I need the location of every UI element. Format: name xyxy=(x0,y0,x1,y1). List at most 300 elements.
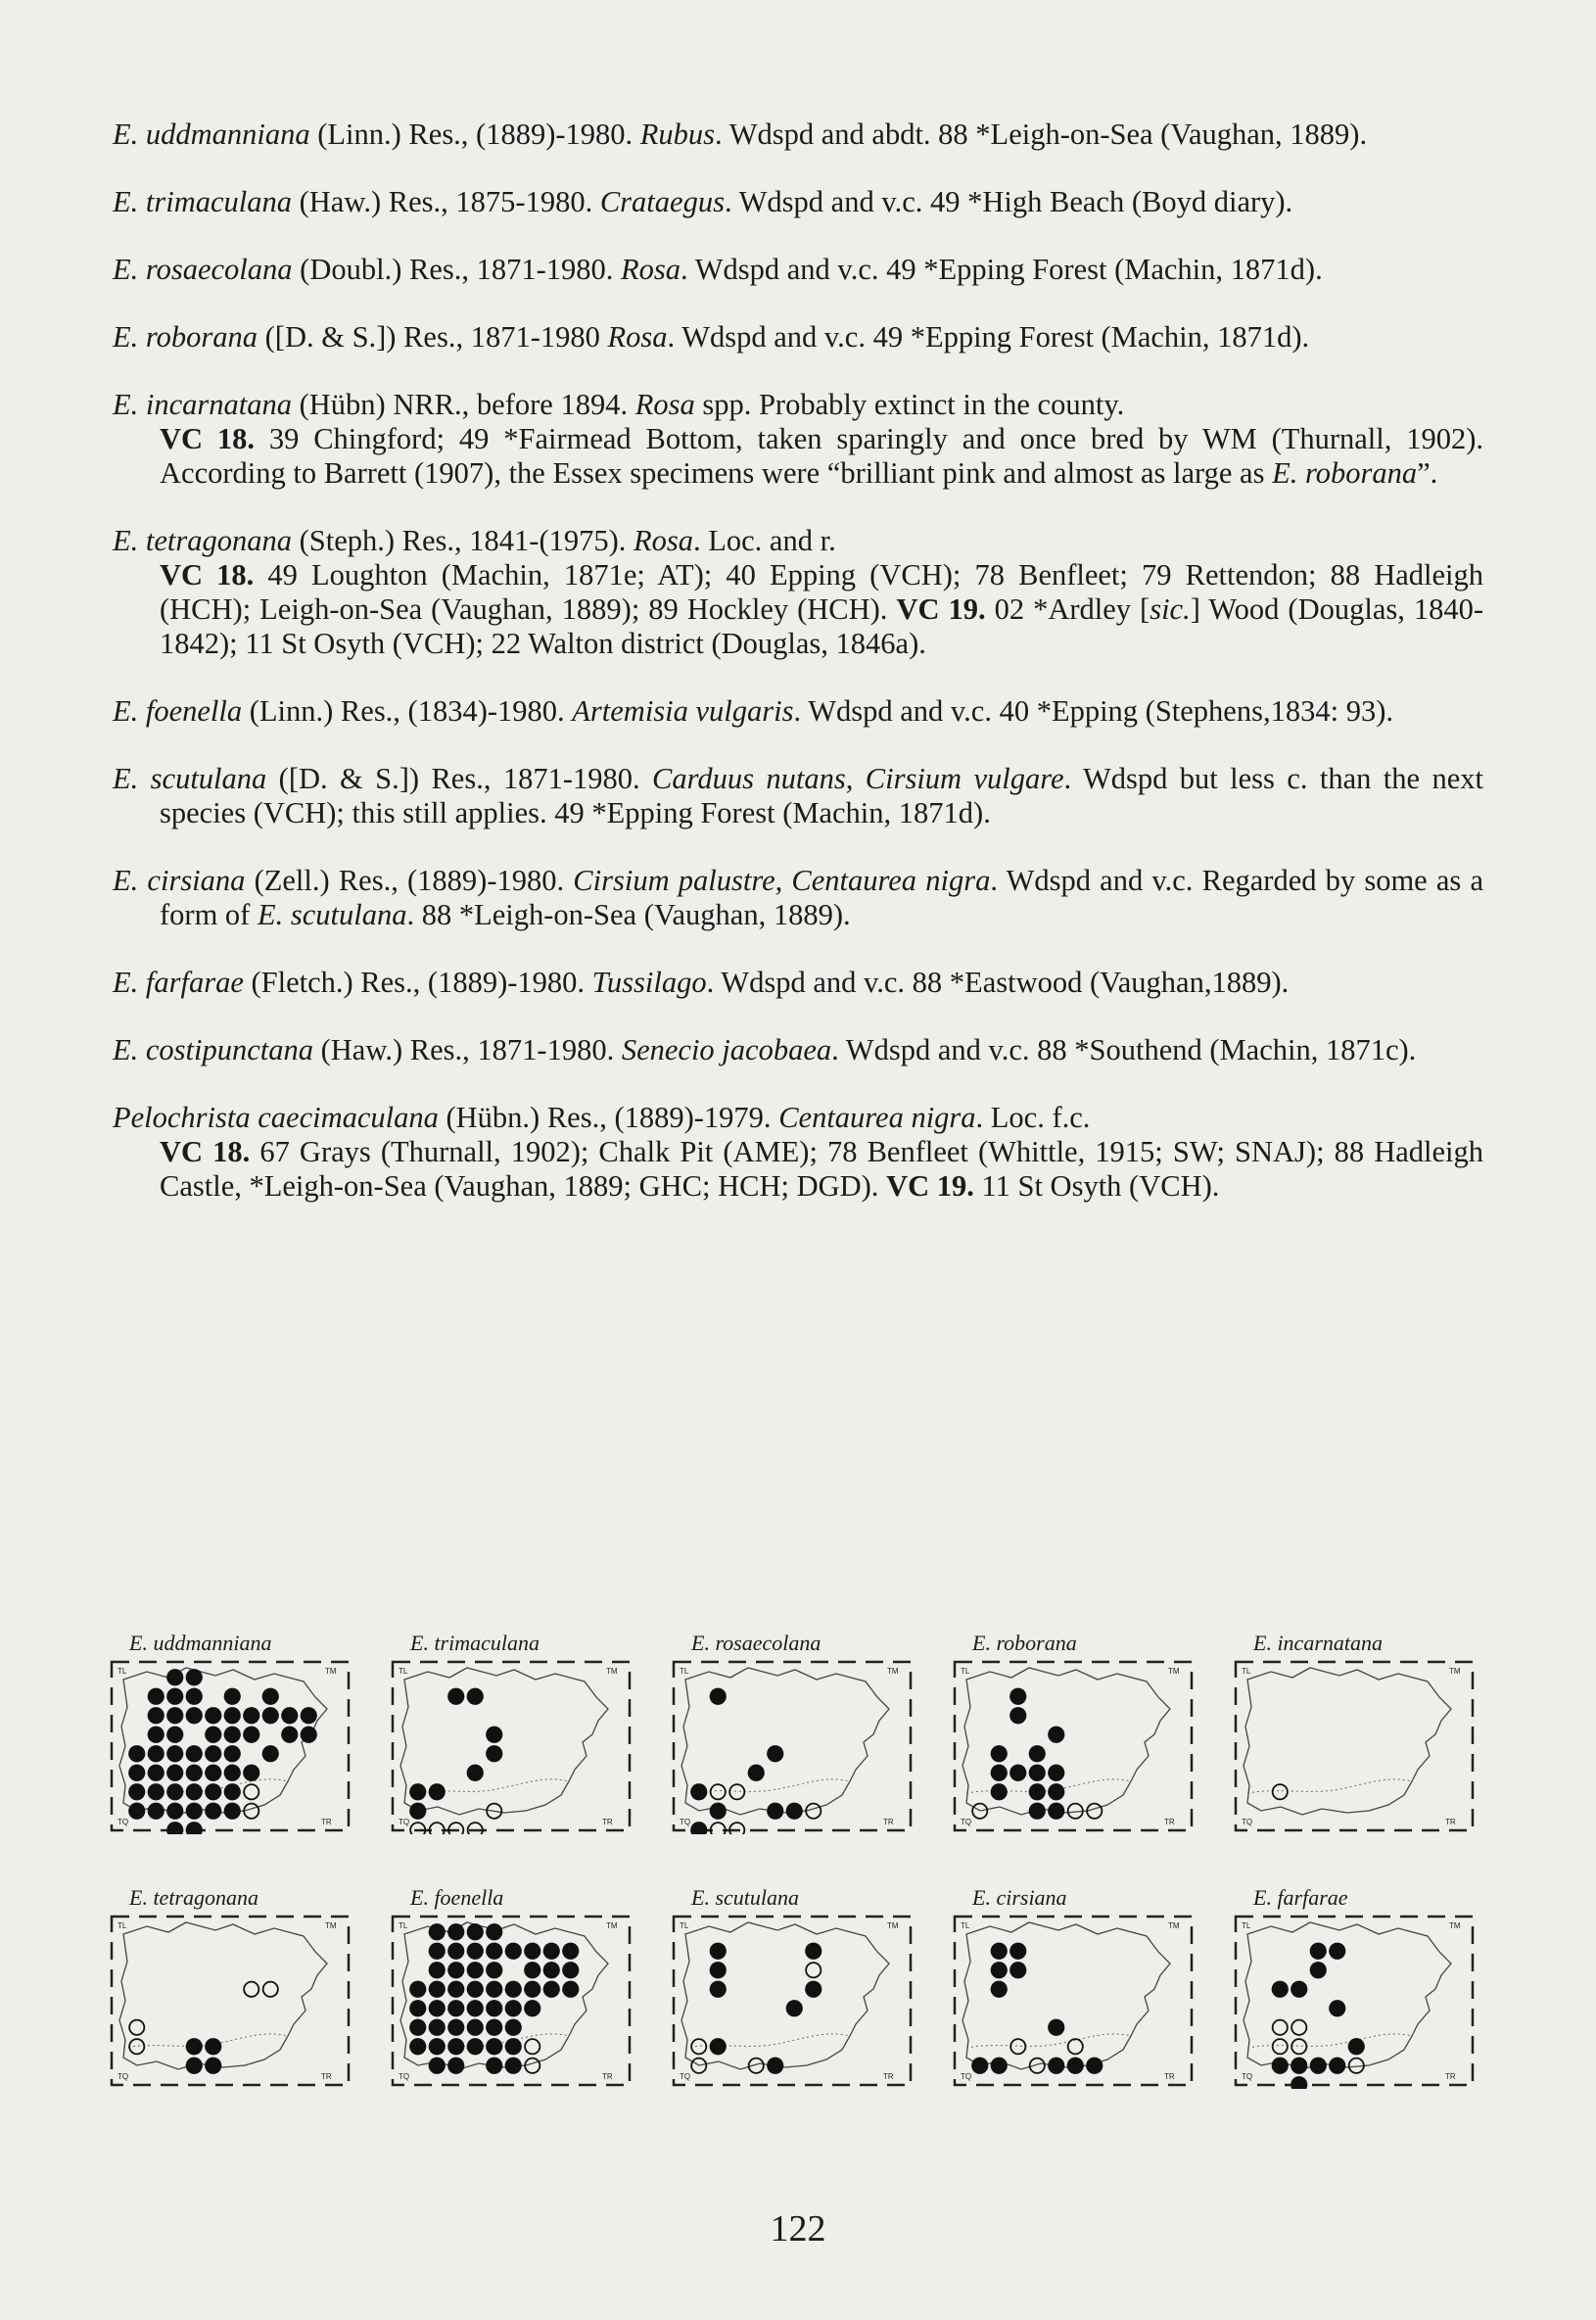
foodplant: Centaurea nigra xyxy=(778,1101,976,1134)
record-dot-open xyxy=(410,1823,425,1834)
record-dot-open xyxy=(806,1804,821,1819)
grid-label-tr: TR xyxy=(1164,1818,1175,1826)
species-name: E. costipunctana xyxy=(113,1033,313,1066)
record-dot-filled xyxy=(1272,1981,1289,1998)
grid-label-tr: TR xyxy=(602,2072,613,2081)
species-entry xyxy=(113,1101,1483,1204)
essex-map xyxy=(1232,1658,1477,1834)
species-name: E. rosaecolana xyxy=(113,253,293,286)
grid-label-tl: TL xyxy=(117,1921,127,1930)
record-dot-open xyxy=(1087,1804,1102,1819)
grid-label-tq: TQ xyxy=(680,1818,691,1826)
entry-detail: . Wdspd and v.c. 49 *Epping Forest (Machin, 1871d). xyxy=(681,253,1323,286)
record-dot-open xyxy=(806,1963,821,1977)
record-dot-filled xyxy=(409,1783,426,1800)
record-dot-filled xyxy=(1291,2058,1307,2074)
distribution-map xyxy=(389,1885,634,2091)
species-entry xyxy=(113,253,1483,287)
county-outline xyxy=(962,1922,1170,2069)
record-dot-filled xyxy=(562,1981,579,1998)
vice-county-records xyxy=(160,558,1483,661)
map-title: E. rosaecolana xyxy=(691,1631,821,1655)
record-dot-filled xyxy=(505,2000,522,2016)
record-dot-filled xyxy=(1291,2076,1307,2089)
species-name: E. farfarae xyxy=(113,966,244,999)
grid-label-tr: TR xyxy=(1445,1818,1456,1826)
record-dot-open xyxy=(525,2059,540,2073)
record-dot-filled xyxy=(1310,1962,1327,1978)
record-dot-open xyxy=(1068,2039,1083,2054)
grid-label-tm: TM xyxy=(887,1667,899,1676)
record-dot-filled xyxy=(1348,2038,1365,2055)
entry-status: (Zell.) Res., (1889)-1980. xyxy=(245,864,574,897)
entry-status: ([D. & S.]) Res., 1871-1980 xyxy=(258,320,608,354)
grid-label-tq: TQ xyxy=(961,1818,972,1826)
record-dot-open xyxy=(430,1823,445,1834)
record-dot-filled xyxy=(447,1688,464,1705)
record-dot-filled xyxy=(524,1962,540,1978)
record-dot-filled xyxy=(1067,2058,1084,2074)
record-dot-filled xyxy=(205,1783,221,1800)
record-dot-open xyxy=(244,1784,258,1799)
species-name: E. trimaculana xyxy=(113,185,292,218)
grid-label-tq: TQ xyxy=(1242,1818,1253,1826)
map-frame xyxy=(955,1662,1192,1830)
record-dot-open xyxy=(525,2039,540,2054)
record-dot-filled xyxy=(1009,1707,1026,1724)
entry-status: (Haw.) Res., 1875-1980. xyxy=(292,185,600,218)
record-dot-filled xyxy=(409,1803,426,1820)
grid-label-tl: TL xyxy=(399,1667,408,1676)
record-dot-open xyxy=(711,1823,726,1834)
record-dot-filled xyxy=(1272,2058,1289,2074)
record-dot-filled xyxy=(1029,1765,1046,1781)
record-dot-filled xyxy=(467,1765,484,1781)
map-title: E. cirsiana xyxy=(972,1885,1067,1910)
map-title: E. uddmanniana xyxy=(129,1631,272,1655)
record-dot-open xyxy=(1273,2039,1288,2054)
record-dot-filled xyxy=(505,1943,522,1960)
record-dot-filled xyxy=(166,1822,183,1834)
grid-label-tm: TM xyxy=(1168,1667,1180,1676)
record-dot-filled xyxy=(447,1981,464,1998)
record-dot-filled xyxy=(186,2058,203,2074)
record-dot-filled xyxy=(767,2058,783,2074)
record-dot-filled xyxy=(262,1707,279,1724)
record-dot-filled xyxy=(1310,2058,1327,2074)
record-dot-open xyxy=(729,1823,744,1834)
species-name: E. scutulana xyxy=(113,762,267,795)
vice-county-records xyxy=(160,1135,1483,1204)
grid-label-tq: TQ xyxy=(961,2072,972,2081)
record-dot-filled xyxy=(166,1727,183,1743)
record-dot-filled xyxy=(805,1981,821,1998)
record-dot-filled xyxy=(224,1727,241,1743)
grid-label-tm: TM xyxy=(606,1921,618,1930)
record-dot-open xyxy=(1273,1784,1288,1799)
record-dot-filled xyxy=(301,1727,317,1743)
record-dot-filled xyxy=(486,2038,502,2055)
record-dot-filled xyxy=(710,2038,727,2055)
record-dot-filled xyxy=(224,1688,241,1705)
record-dot-filled xyxy=(128,1745,145,1762)
foodplant: Senecio jacobaea xyxy=(621,1033,832,1066)
county-outline xyxy=(1244,1922,1451,2069)
entry-detail-end: . 88 *Leigh-on-Sea (Vaughan, 1889). xyxy=(406,898,851,931)
record-dot-filled xyxy=(186,1783,203,1800)
entry-status: (Doubl.) Res., 1871-1980. xyxy=(292,253,622,286)
record-dot-filled xyxy=(224,1803,241,1820)
grid-label-tl: TL xyxy=(961,1921,970,1930)
record-dot-filled xyxy=(991,1943,1008,1960)
record-dot-filled xyxy=(991,1765,1008,1781)
record-dot-filled xyxy=(710,1981,727,1998)
record-dot-filled xyxy=(1329,1943,1345,1960)
species-entry xyxy=(113,320,1483,355)
grid-label-tl: TL xyxy=(399,1921,408,1930)
essex-map xyxy=(389,1658,634,1834)
record-dot-filled xyxy=(429,2019,446,2036)
distribution-map xyxy=(108,1631,352,1836)
record-dot-filled xyxy=(991,1783,1008,1800)
map-title: E. trimaculana xyxy=(410,1631,540,1655)
vc18-end: ”. xyxy=(1417,456,1438,490)
essex-map xyxy=(670,1913,915,2089)
record-dot-filled xyxy=(166,1669,183,1685)
record-dot-filled xyxy=(429,1923,446,1940)
essex-map xyxy=(108,1913,352,2089)
grid-label-tr: TR xyxy=(1445,2072,1456,2081)
map-title: E. roborana xyxy=(972,1631,1077,1655)
distribution-map xyxy=(670,1885,915,2091)
record-dot-filled xyxy=(1048,2058,1064,2074)
record-dot-filled xyxy=(148,1727,164,1743)
entry-status: (Fletch.) Res., (1889)-1980. xyxy=(243,966,592,999)
species-entries xyxy=(113,118,1483,1237)
species-entry xyxy=(113,694,1483,729)
record-dot-filled xyxy=(1009,1688,1026,1705)
grid-label-tl: TL xyxy=(961,1667,970,1676)
record-dot-filled xyxy=(186,1669,203,1685)
river-thames xyxy=(966,2034,1131,2048)
record-dot-filled xyxy=(710,1803,727,1820)
grid-label-tr: TR xyxy=(321,1818,332,1826)
foodplant: Carduus nutans, Cirsium vulgare xyxy=(652,762,1064,795)
foodplant: Tussilago xyxy=(591,966,707,999)
distribution-map xyxy=(108,1885,352,2091)
record-dot-filled xyxy=(1009,1765,1026,1781)
grid-label-tm: TM xyxy=(1449,1667,1461,1676)
essex-map xyxy=(389,1913,634,2089)
map-title: E. farfarae xyxy=(1253,1885,1348,1910)
vc18-records: 49 Loughton (Machin, 1871e; AT); 40 Epping (VCH); 78 Benfleet; 79 Rettendon; 88 Hadleigh (HCH); Leigh-on-Sea (Vaughan, 1889); 89 Hockley (HCH). xyxy=(160,558,1484,626)
record-dot-filled xyxy=(1009,1962,1026,1978)
record-dot-filled xyxy=(467,2000,484,2016)
entry-status: (Steph.) Res., 1841-(1975). xyxy=(292,524,634,557)
record-dot-filled xyxy=(1009,1943,1026,1960)
species-name: E. uddmanniana xyxy=(113,118,310,151)
record-dot-filled xyxy=(467,1962,484,1978)
grid-label-tr: TR xyxy=(602,1818,613,1826)
record-dot-open xyxy=(1291,2020,1306,2035)
vc19-records: 02 *Ardley [ xyxy=(985,592,1150,626)
record-dot-filled xyxy=(467,1981,484,1998)
vice-county-records xyxy=(160,422,1483,491)
foodplant: Cirsium palustre, Centaurea nigra xyxy=(573,864,991,897)
grid-label-tl: TL xyxy=(680,1667,689,1676)
record-dot-filled xyxy=(505,2058,522,2074)
species-entry xyxy=(113,185,1483,219)
record-dot-filled xyxy=(524,1981,540,1998)
vc19-sic: sic. xyxy=(1150,592,1191,626)
record-dot-filled xyxy=(205,1765,221,1781)
grid-label-tl: TL xyxy=(680,1921,689,1930)
species-name: E. cirsiana xyxy=(113,864,246,897)
distribution-map xyxy=(1232,1631,1477,1836)
record-dot-filled xyxy=(166,1783,183,1800)
species-entry xyxy=(113,1033,1483,1067)
record-dot-filled xyxy=(301,1707,317,1724)
record-dot-filled xyxy=(486,1943,502,1960)
record-dot-filled xyxy=(1086,2058,1103,2074)
grid-label-tm: TM xyxy=(325,1921,337,1930)
record-dot-open xyxy=(691,2039,706,2054)
entry-detail-italic: E. scutulana xyxy=(257,898,407,931)
grid-label-tl: TL xyxy=(117,1667,127,1676)
record-dot-filled xyxy=(186,1707,203,1724)
essex-map xyxy=(951,1913,1196,2089)
foodplant: Rosa xyxy=(621,253,681,286)
record-dot-filled xyxy=(505,2019,522,2036)
record-dot-filled xyxy=(186,1688,203,1705)
record-dot-filled xyxy=(486,1727,502,1743)
record-dot-filled xyxy=(1291,1981,1307,1998)
record-dot-filled xyxy=(166,1688,183,1705)
record-dot-filled xyxy=(690,1783,707,1800)
record-dot-filled xyxy=(505,2038,522,2055)
record-dot-filled xyxy=(991,1962,1008,1978)
essex-map xyxy=(951,1658,1196,1834)
record-dot-open xyxy=(1273,2020,1288,2035)
record-dot-open xyxy=(244,1804,258,1819)
record-dot-filled xyxy=(767,1803,783,1820)
vc18-label: VC 18. xyxy=(160,1135,251,1168)
record-dot-filled xyxy=(243,1707,259,1724)
record-dot-filled xyxy=(205,2058,221,2074)
vc18-records: 67 Grays (Thurnall, 1902); Chalk Pit (AME); 78 Benfleet (Whittle, 1915; SW; SNAJ); 88 Hadleigh Castle, *Leigh-on-Sea (Vaughan, 1889; GHC; HCH; DGD). xyxy=(160,1135,1483,1203)
record-dot-filled xyxy=(429,1943,446,1960)
record-dot-filled xyxy=(991,1745,1008,1762)
record-dot-filled xyxy=(148,1803,164,1820)
grid-label-tl: TL xyxy=(1242,1921,1251,1930)
record-dot-filled xyxy=(186,2038,203,2055)
record-dot-filled xyxy=(281,1707,298,1724)
record-dot-filled xyxy=(1048,1803,1064,1820)
map-title: E. incarnatana xyxy=(1253,1631,1383,1655)
record-dot-filled xyxy=(243,1765,259,1781)
record-dot-filled xyxy=(562,1943,579,1960)
record-dot-filled xyxy=(467,1923,484,1940)
foodplant: Rosa xyxy=(634,388,695,421)
map-frame xyxy=(112,1917,349,2085)
entry-status: (Hübn.) Res., (1889)-1979. xyxy=(438,1101,779,1134)
record-dot-filled xyxy=(486,1962,502,1978)
entry-detail: . Wdspd and v.c. 88 *Eastwood (Vaughan,1889). xyxy=(706,966,1290,999)
foodplant: Artemisia vulgaris xyxy=(572,694,794,728)
species-entry xyxy=(113,864,1483,932)
record-dot-filled xyxy=(971,2058,988,2074)
entry-status: ([D. & S.]) Res., 1871-1980. xyxy=(266,762,653,795)
record-dot-open xyxy=(129,2020,144,2035)
record-dot-filled xyxy=(1029,1783,1046,1800)
grid-label-tr: TR xyxy=(321,2072,332,2081)
record-dot-filled xyxy=(409,2000,426,2016)
grid-label-tm: TM xyxy=(1168,1921,1180,1930)
record-dot-filled xyxy=(409,2038,426,2055)
record-dot-filled xyxy=(1048,2019,1064,2036)
distribution-map xyxy=(1232,1885,1477,2091)
grid-label-tq: TQ xyxy=(1242,2072,1253,2081)
record-dot-filled xyxy=(128,1765,145,1781)
record-dot-filled xyxy=(429,1962,446,1978)
record-dot-filled xyxy=(505,1981,522,1998)
foodplant: Rosa xyxy=(607,320,668,354)
grid-label-tr: TR xyxy=(883,1818,894,1826)
record-dot-filled xyxy=(467,2019,484,2036)
grid-label-tq: TQ xyxy=(399,1818,410,1826)
entry-detail: . Wdspd but less c. than the next species (VCH); this still applies. 49 *Epping Forest (Machin, 1871d). xyxy=(160,762,1483,829)
record-dot-filled xyxy=(148,1765,164,1781)
distribution-map xyxy=(951,1631,1196,1836)
species-entry xyxy=(113,762,1483,830)
grid-label-tq: TQ xyxy=(399,2072,410,2081)
species-entry xyxy=(113,966,1483,1000)
record-dot-filled xyxy=(543,1981,560,1998)
entry-status: (Hübn) NRR., before 1894. xyxy=(292,388,635,421)
record-dot-open xyxy=(448,1823,463,1834)
record-dot-filled xyxy=(224,1745,241,1762)
record-dot-filled xyxy=(447,1962,464,1978)
record-dot-filled xyxy=(447,2019,464,2036)
entry-status: (Linn.) Res., (1834)-1980. xyxy=(242,694,573,728)
record-dot-open xyxy=(711,1784,726,1799)
vc19-label: VC 19. xyxy=(886,1169,974,1203)
record-dot-open xyxy=(1291,2039,1306,2054)
vc18-records: 39 Chingford; 49 *Fairmead Bottom, taken sparingly and once bred by WM (Thurnall, 1902). According to Barrett (1907), the Essex specimens were “brilliant pink and almost as large as xyxy=(160,422,1484,490)
species-entry xyxy=(113,388,1483,491)
map-title: E. scutulana xyxy=(691,1885,799,1910)
record-dot-filled xyxy=(205,1745,221,1762)
record-dot-filled xyxy=(429,2000,446,2016)
record-dot-filled xyxy=(486,1745,502,1762)
record-dot-filled xyxy=(429,1981,446,1998)
map-frame xyxy=(393,1662,630,1830)
county-outline xyxy=(119,1922,327,2069)
species-name: E. foenella xyxy=(113,694,243,728)
record-dot-filled xyxy=(805,1943,821,1960)
record-dot-filled xyxy=(486,2058,502,2074)
county-outline xyxy=(1244,1668,1451,1815)
record-dot-filled xyxy=(429,2038,446,2055)
distribution-map xyxy=(951,1885,1196,2091)
grid-label-tq: TQ xyxy=(117,2072,129,2081)
record-dot-filled xyxy=(205,1727,221,1743)
record-dot-filled xyxy=(486,2019,502,2036)
entry-detail: . Loc. f.c. xyxy=(975,1101,1091,1134)
record-dot-filled xyxy=(710,1962,727,1978)
distribution-map xyxy=(389,1631,634,1836)
grid-label-tq: TQ xyxy=(117,1818,129,1826)
vc19-records: 11 St Osyth (VCH). xyxy=(973,1169,1220,1203)
vc19-label: VC 19. xyxy=(896,592,986,626)
record-dot-filled xyxy=(543,1943,560,1960)
foodplant: Rosa xyxy=(634,524,694,557)
record-dot-filled xyxy=(767,1745,783,1762)
record-dot-filled xyxy=(447,2000,464,2016)
entry-detail: . Wdspd and v.c. 88 *Southend (Machin, 1871c). xyxy=(831,1033,1417,1066)
county-outline xyxy=(681,1668,889,1815)
record-dot-filled xyxy=(243,1727,259,1743)
map-title: E. tetragonana xyxy=(129,1885,258,1910)
record-dot-filled xyxy=(166,1803,183,1820)
record-dot-filled xyxy=(524,2000,540,2016)
record-dot-filled xyxy=(467,1943,484,1960)
vc18-label: VC 18. xyxy=(160,558,255,592)
entry-detail: . Wdspd and v.c. 49 *Epping Forest (Machin, 1871d). xyxy=(667,320,1310,354)
distribution-map xyxy=(670,1631,915,1836)
record-dot-filled xyxy=(409,1981,426,1998)
essex-map xyxy=(1232,1913,1477,2089)
record-dot-filled xyxy=(128,1803,145,1820)
record-dot-filled xyxy=(205,1707,221,1724)
record-dot-filled xyxy=(148,1783,164,1800)
record-dot-filled xyxy=(447,2058,464,2074)
record-dot-filled xyxy=(429,1783,446,1800)
record-dot-filled xyxy=(991,2058,1008,2074)
grid-label-tm: TM xyxy=(1449,1921,1461,1930)
entry-detail: . Wdspd and v.c. Regarded by some as a form of xyxy=(160,864,1484,931)
record-dot-filled xyxy=(186,1803,203,1820)
record-dot-filled xyxy=(262,1688,279,1705)
species-name: Pelochrista caecimaculana xyxy=(113,1101,439,1134)
record-dot-filled xyxy=(205,2038,221,2055)
foodplant: Rubus xyxy=(639,118,716,151)
record-dot-filled xyxy=(710,1943,727,1960)
record-dot-filled xyxy=(186,1822,203,1834)
grid-label-tm: TM xyxy=(887,1921,899,1930)
record-dot-open xyxy=(1010,2039,1025,2054)
record-dot-filled xyxy=(447,1923,464,1940)
vc19-end: ] Wood (Douglas, 1840-1842); 11 St Osyth (VCH); 22 Walton district (Douglas, 1846a). xyxy=(160,592,1483,660)
record-dot-filled xyxy=(186,1745,203,1762)
record-dot-filled xyxy=(186,1765,203,1781)
record-dot-filled xyxy=(467,1688,484,1705)
species-name: E. roborana xyxy=(113,320,258,354)
record-dot-open xyxy=(468,1823,483,1834)
record-dot-filled xyxy=(1329,2058,1345,2074)
record-dot-filled xyxy=(447,1943,464,1960)
map-title: E. foenella xyxy=(410,1885,504,1910)
record-dot-filled xyxy=(690,1822,707,1834)
record-dot-filled xyxy=(224,1707,241,1724)
entry-status: (Haw.) Res., 1871-1980. xyxy=(313,1033,622,1066)
record-dot-filled xyxy=(786,1803,803,1820)
entry-detail: . Loc. and r. xyxy=(693,524,836,557)
record-dot-open xyxy=(244,1982,258,1997)
record-dot-filled xyxy=(429,2058,446,2074)
record-dot-filled xyxy=(1029,1803,1046,1820)
record-dot-filled xyxy=(486,1981,502,1998)
